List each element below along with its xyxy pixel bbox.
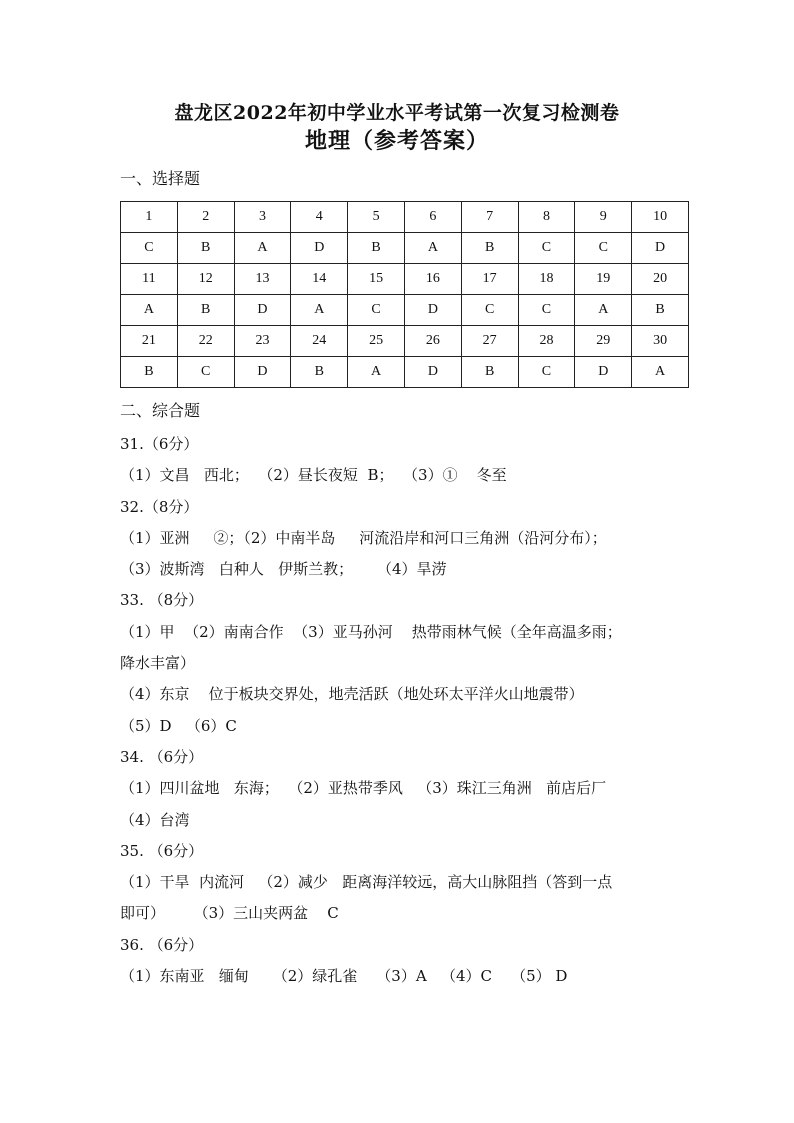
section-heading-comprehensive: 二、综合题	[120, 401, 201, 420]
table-row	[121, 264, 689, 295]
table-cell: 26	[404, 326, 461, 357]
answer-line: （4）台湾	[120, 810, 190, 829]
table-cell: A	[348, 357, 405, 388]
table-cell: C	[121, 233, 178, 264]
table-cell: 2	[177, 202, 234, 233]
table-cell: 8	[518, 202, 575, 233]
answer-line: 36. （6分）	[120, 935, 204, 954]
table-cell: C	[575, 233, 632, 264]
table-cell: A	[575, 295, 632, 326]
table-cell: 24	[291, 326, 348, 357]
comprehensive-answers	[120, 429, 680, 992]
table-cell: 19	[575, 264, 632, 295]
table-cell: B	[121, 357, 178, 388]
table-cell: 17	[461, 264, 518, 295]
table-cell: B	[461, 233, 518, 264]
table-cell: C	[461, 295, 518, 326]
table-cell: 10	[632, 202, 689, 233]
table-cell: 18	[518, 264, 575, 295]
table-cell: 4	[291, 202, 348, 233]
table-cell: B	[348, 233, 405, 264]
table-cell: D	[234, 295, 291, 326]
table-cell: C	[177, 357, 234, 388]
answer-line: 32.（8分）	[120, 497, 199, 516]
table-cell: D	[404, 295, 461, 326]
table-cell: C	[348, 295, 405, 326]
table-cell: A	[632, 357, 689, 388]
table-cell: 6	[404, 202, 461, 233]
table-cell: 7	[461, 202, 518, 233]
answer-table	[120, 201, 689, 388]
answer-line: 34. （6分）	[120, 747, 204, 766]
table-cell: A	[121, 295, 178, 326]
table-cell: 5	[348, 202, 405, 233]
table-cell: 20	[632, 264, 689, 295]
table-cell: D	[291, 233, 348, 264]
answer-line: 降水丰富）	[120, 654, 196, 673]
table-cell: 29	[575, 326, 632, 357]
table-cell: D	[234, 357, 291, 388]
answer-line: （1）东南亚 缅甸 （2）绿孔雀 （3）A （4）C （5） D	[120, 967, 568, 986]
table-row	[121, 326, 689, 357]
answer-line: 即可） （3）三山夹两盆 C	[120, 904, 339, 923]
answer-line: （1）干旱 内流河 （2）减少 距离海洋较远，高大山脉阻挡（答到一点	[120, 873, 613, 892]
table-cell: 23	[234, 326, 291, 357]
table-row	[121, 202, 689, 233]
table-row	[121, 357, 689, 388]
answer-line: （1）四川盆地 东海； （2）亚热带季风 （3）珠江三角洲 前店后厂	[120, 779, 607, 798]
table-cell: B	[177, 295, 234, 326]
document-title: 盘龙区2022年初中学业水平考试第一次复习检测卷	[174, 102, 620, 124]
table-cell: B	[177, 233, 234, 264]
document-subtitle: 地理（参考答案）	[304, 128, 489, 154]
table-row	[121, 233, 689, 264]
table-cell: C	[518, 233, 575, 264]
answer-line: （1）甲 （2）南南合作 （3）亚马孙河 热带雨林气候（全年高温多雨；	[120, 622, 622, 641]
answer-line: 31.（6分）	[120, 435, 199, 453]
answer-line: （5）D （6）C	[120, 716, 237, 735]
table-cell: 13	[234, 264, 291, 295]
answer-line: （1）亚洲 ②；（2）中南半岛 河流沿岸和河口三角洲（沿河分布）；	[120, 528, 607, 547]
table-cell: 15	[348, 264, 405, 295]
table-cell: 16	[404, 264, 461, 295]
table-cell: 3	[234, 202, 291, 233]
table-row	[121, 295, 689, 326]
table-cell: 28	[518, 326, 575, 357]
table-cell: 22	[177, 326, 234, 357]
answer-line: 35. （6分）	[120, 841, 204, 860]
section-heading-choice: 一、选择题	[120, 169, 201, 188]
table-cell: A	[234, 233, 291, 264]
table-cell: 30	[632, 326, 689, 357]
table-cell: 11	[121, 264, 178, 295]
answer-line: （1）文昌 西北； （2）昼长夜短 B； （3）① 冬至	[120, 466, 507, 485]
answer-line: （4）东京 位于板块交界处，地壳活跃（地处环太平洋火山地震带）	[120, 685, 584, 704]
table-cell: 14	[291, 264, 348, 295]
table-cell: C	[518, 357, 575, 388]
table-cell: B	[291, 357, 348, 388]
table-cell: D	[632, 233, 689, 264]
answer-line: 33. （8分）	[120, 591, 204, 610]
table-cell: A	[291, 295, 348, 326]
table-cell: D	[404, 357, 461, 388]
table-cell: C	[518, 295, 575, 326]
answer-line: （3）波斯湾 白种人 伊斯兰教； （4）旱涝	[120, 560, 447, 579]
table-cell: A	[404, 233, 461, 264]
table-cell: D	[575, 357, 632, 388]
table-cell: 12	[177, 264, 234, 295]
table-cell: B	[632, 295, 689, 326]
table-cell: 25	[348, 326, 405, 357]
table-cell: 21	[121, 326, 178, 357]
table-cell: 27	[461, 326, 518, 357]
table-cell: 1	[121, 202, 178, 233]
table-cell: 9	[575, 202, 632, 233]
table-cell: B	[461, 357, 518, 388]
